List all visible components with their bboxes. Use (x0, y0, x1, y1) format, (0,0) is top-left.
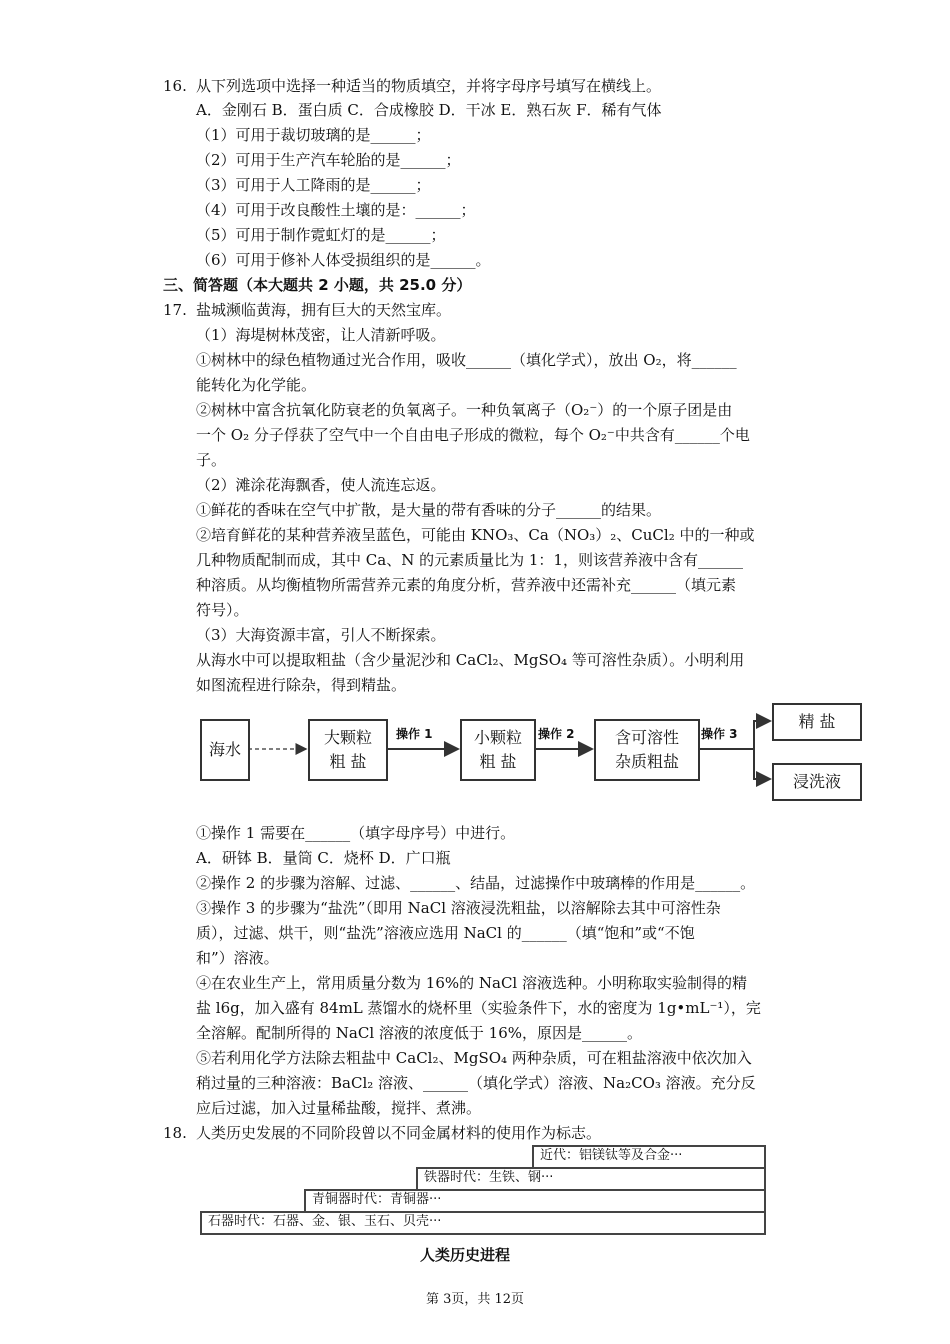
flow-box-soluble-impurity-salt (594, 719, 700, 781)
history-step-label: 石器时代：石器、金、银、玉石、贝壳··· (208, 1214, 442, 1229)
flow-box-refined-salt (772, 703, 862, 741)
history-diagram-title: 人类历史进程 (420, 1246, 511, 1264)
flow-box-label: 小颗粒 (473, 728, 522, 747)
flow-box-label: 浸洗液 (792, 772, 841, 791)
question-17-line: 符号）。 (196, 601, 249, 619)
question-17-line: 稍过量的三种溶液：BaCl₂ 溶液、______（填化学式）溶液、Na₂CO₃ 溶液。充分反 (196, 1074, 756, 1092)
question-17-line: 能转化为化学能。 (196, 376, 317, 394)
question-16-item: （1）可用于裁切玻璃的是______； (196, 126, 431, 144)
question-17-line: ③操作 3 的步骤为“盐洗”（即用 NaCl 溶液浸洗粗盐，以溶解除去其中可溶性杂 (196, 899, 721, 917)
question-16-item: （3）可用于人工降雨的是______； (196, 176, 431, 194)
question-17-line: ②操作 2 的步骤为溶解、过滤、______、结晶，过滤操作中玻璃棒的作用是______。 (196, 874, 756, 892)
history-step-label: 铁器时代：生铁、钢··· (424, 1170, 554, 1185)
question-16-item: （4）可用于改良酸性土壤的是：______； (196, 201, 476, 219)
question-17-line: 种溶质。从均衡植物所需营养元素的角度分析，营养液中还需补充______（填元素 (196, 576, 737, 594)
question-17-line: 质），过滤、烘干，则“盐洗”溶液应选用 NaCl 的______（填“饱和”或“不饱 (196, 924, 695, 942)
history-step-label: 青铜器时代：青铜器··· (312, 1192, 442, 1207)
flow-box-coarse-salt-large (308, 719, 388, 781)
question-18-stem: 人类历史发展的不同阶段曾以不同金属材料的使用作为标志。 (196, 1124, 602, 1142)
flow-box-label: 含可溶性 (614, 728, 679, 747)
question-16-item: （5）可用于制作霓虹灯的是______； (196, 226, 446, 244)
flow-op-label: 操作 3 (701, 727, 738, 741)
question-17-line: ①树林中的绿色植物通过光合作用，吸收______（填化学式），放出 O₂，将______ (196, 351, 737, 369)
question-16-options: A．金刚石 B．蛋白质 C．合成橡胶 D．干冰 E．熟石灰 F．稀有气体 (196, 101, 662, 119)
question-17-line: （2）滩涂花海飘香，使人流连忘返。 (196, 476, 446, 494)
history-step-iron-age (416, 1167, 766, 1191)
question-17-line: ④在农业生产上，常用质量分数为 16%的 NaCl 溶液选种。小明称取实验制得的精 (196, 974, 747, 992)
history-step-modern (532, 1145, 766, 1169)
history-step-stone-age (200, 1211, 766, 1235)
question-17-line: 盐 l6g，加入盛有 84mL 蒸馏水的烧杯里（实验条件下，水的密度为 1g•mL⁻¹），完 (196, 999, 761, 1017)
purification-flow-diagram (196, 703, 864, 801)
question-17-line: 应后过滤，加入过量稀盐酸，搅拌、煮沸。 (196, 1099, 482, 1117)
flow-box-label: 粗 盐 (479, 752, 517, 771)
flow-box-label: 精 盐 (798, 712, 836, 731)
question-17-line: 几种物质配制而成，其中 Ca、N 的元素质量比为 1：1，则该营养液中含有______ (196, 551, 743, 569)
question-17-line: A．研钵 B．量筒 C．烧杯 D．广口瓶 (196, 849, 451, 867)
question-16-stem: 从下列选项中选择一种适当的物质填空，并将字母序号填写在横线上。 (196, 77, 662, 95)
history-step-bronze-age (304, 1189, 766, 1213)
flow-box-label: 海水 (208, 740, 241, 759)
question-17-line: ①鲜花的香味在空气中扩散，是大量的带有香味的分子______的结果。 (196, 501, 662, 519)
question-17-line: （1）海堤树林茂密，让人清新呼吸。 (196, 326, 446, 344)
question-16-item: （2）可用于生产汽车轮胎的是______； (196, 151, 461, 169)
question-17-line: 如图流程进行除杂，得到精盐。 (196, 676, 407, 694)
question-17-line: （3）大海资源丰富，引人不断探索。 (196, 626, 446, 644)
flow-box-label: 大颗粒 (323, 728, 372, 747)
question-17-line: ⑤若利用化学方法除去粗盐中 CaCl₂、MgSO₄ 两种杂质，可在粗盐溶液中依次加入 (196, 1049, 752, 1067)
question-17-line: 全溶解。配制所得的 NaCl 溶液的浓度低于 16%，原因是______。 (196, 1024, 642, 1042)
question-number-17: 17. (163, 301, 187, 319)
section-heading: 三、简答题（本大题共 2 小题，共 25.0 分） (163, 276, 472, 294)
question-17-line: 和”）溶液。 (196, 949, 279, 967)
flow-op-label: 操作 2 (538, 727, 575, 741)
question-16-item: （6）可用于修补人体受损组织的是______。 (196, 251, 491, 269)
history-staircase-diagram (196, 1145, 766, 1245)
question-17-line: ①操作 1 需要在______（填字母序号）中进行。 (196, 824, 516, 842)
page-footer: 第 3页，共 12页 (425, 1292, 525, 1307)
question-number-16: 16. (163, 77, 187, 95)
question-17-line: 盐城濒临黄海，拥有巨大的天然宝库。 (196, 301, 452, 319)
history-step-label: 近代：铝镁钛等及合金··· (540, 1148, 683, 1163)
question-17-line: 一个 O₂ 分子俘获了空气中一个自由电子形成的微粒，每个 O₂⁻中共含有______个电 (196, 426, 750, 444)
question-number-18: 18. (163, 1124, 187, 1142)
question-17-line: 从海水中可以提取粗盐（含少量泥沙和 CaCl₂、MgSO₄ 等可溶性杂质）。小明利用 (196, 651, 745, 669)
flow-box-wash-liquid (772, 763, 862, 801)
flow-box-coarse-salt-small (460, 719, 536, 781)
flow-arrow (754, 749, 770, 779)
flow-box-label: 粗 盐 (329, 752, 367, 771)
question-17-line: ②树林中富含抗氧化防衰老的负氧离子。一种负氧离子（O₂⁻）的一个原子团是由 (196, 401, 733, 419)
question-17-line: ②培育鲜花的某种营养液呈蓝色，可能由 KNO₃、Ca（NO₃）₂、CuCl₂ 中的一种或 (196, 526, 755, 544)
flow-box-seawater (200, 719, 250, 781)
flow-box-label: 杂质粗盐 (614, 752, 679, 771)
flow-op-label: 操作 1 (396, 727, 433, 741)
question-17-line: 子。 (196, 451, 227, 469)
